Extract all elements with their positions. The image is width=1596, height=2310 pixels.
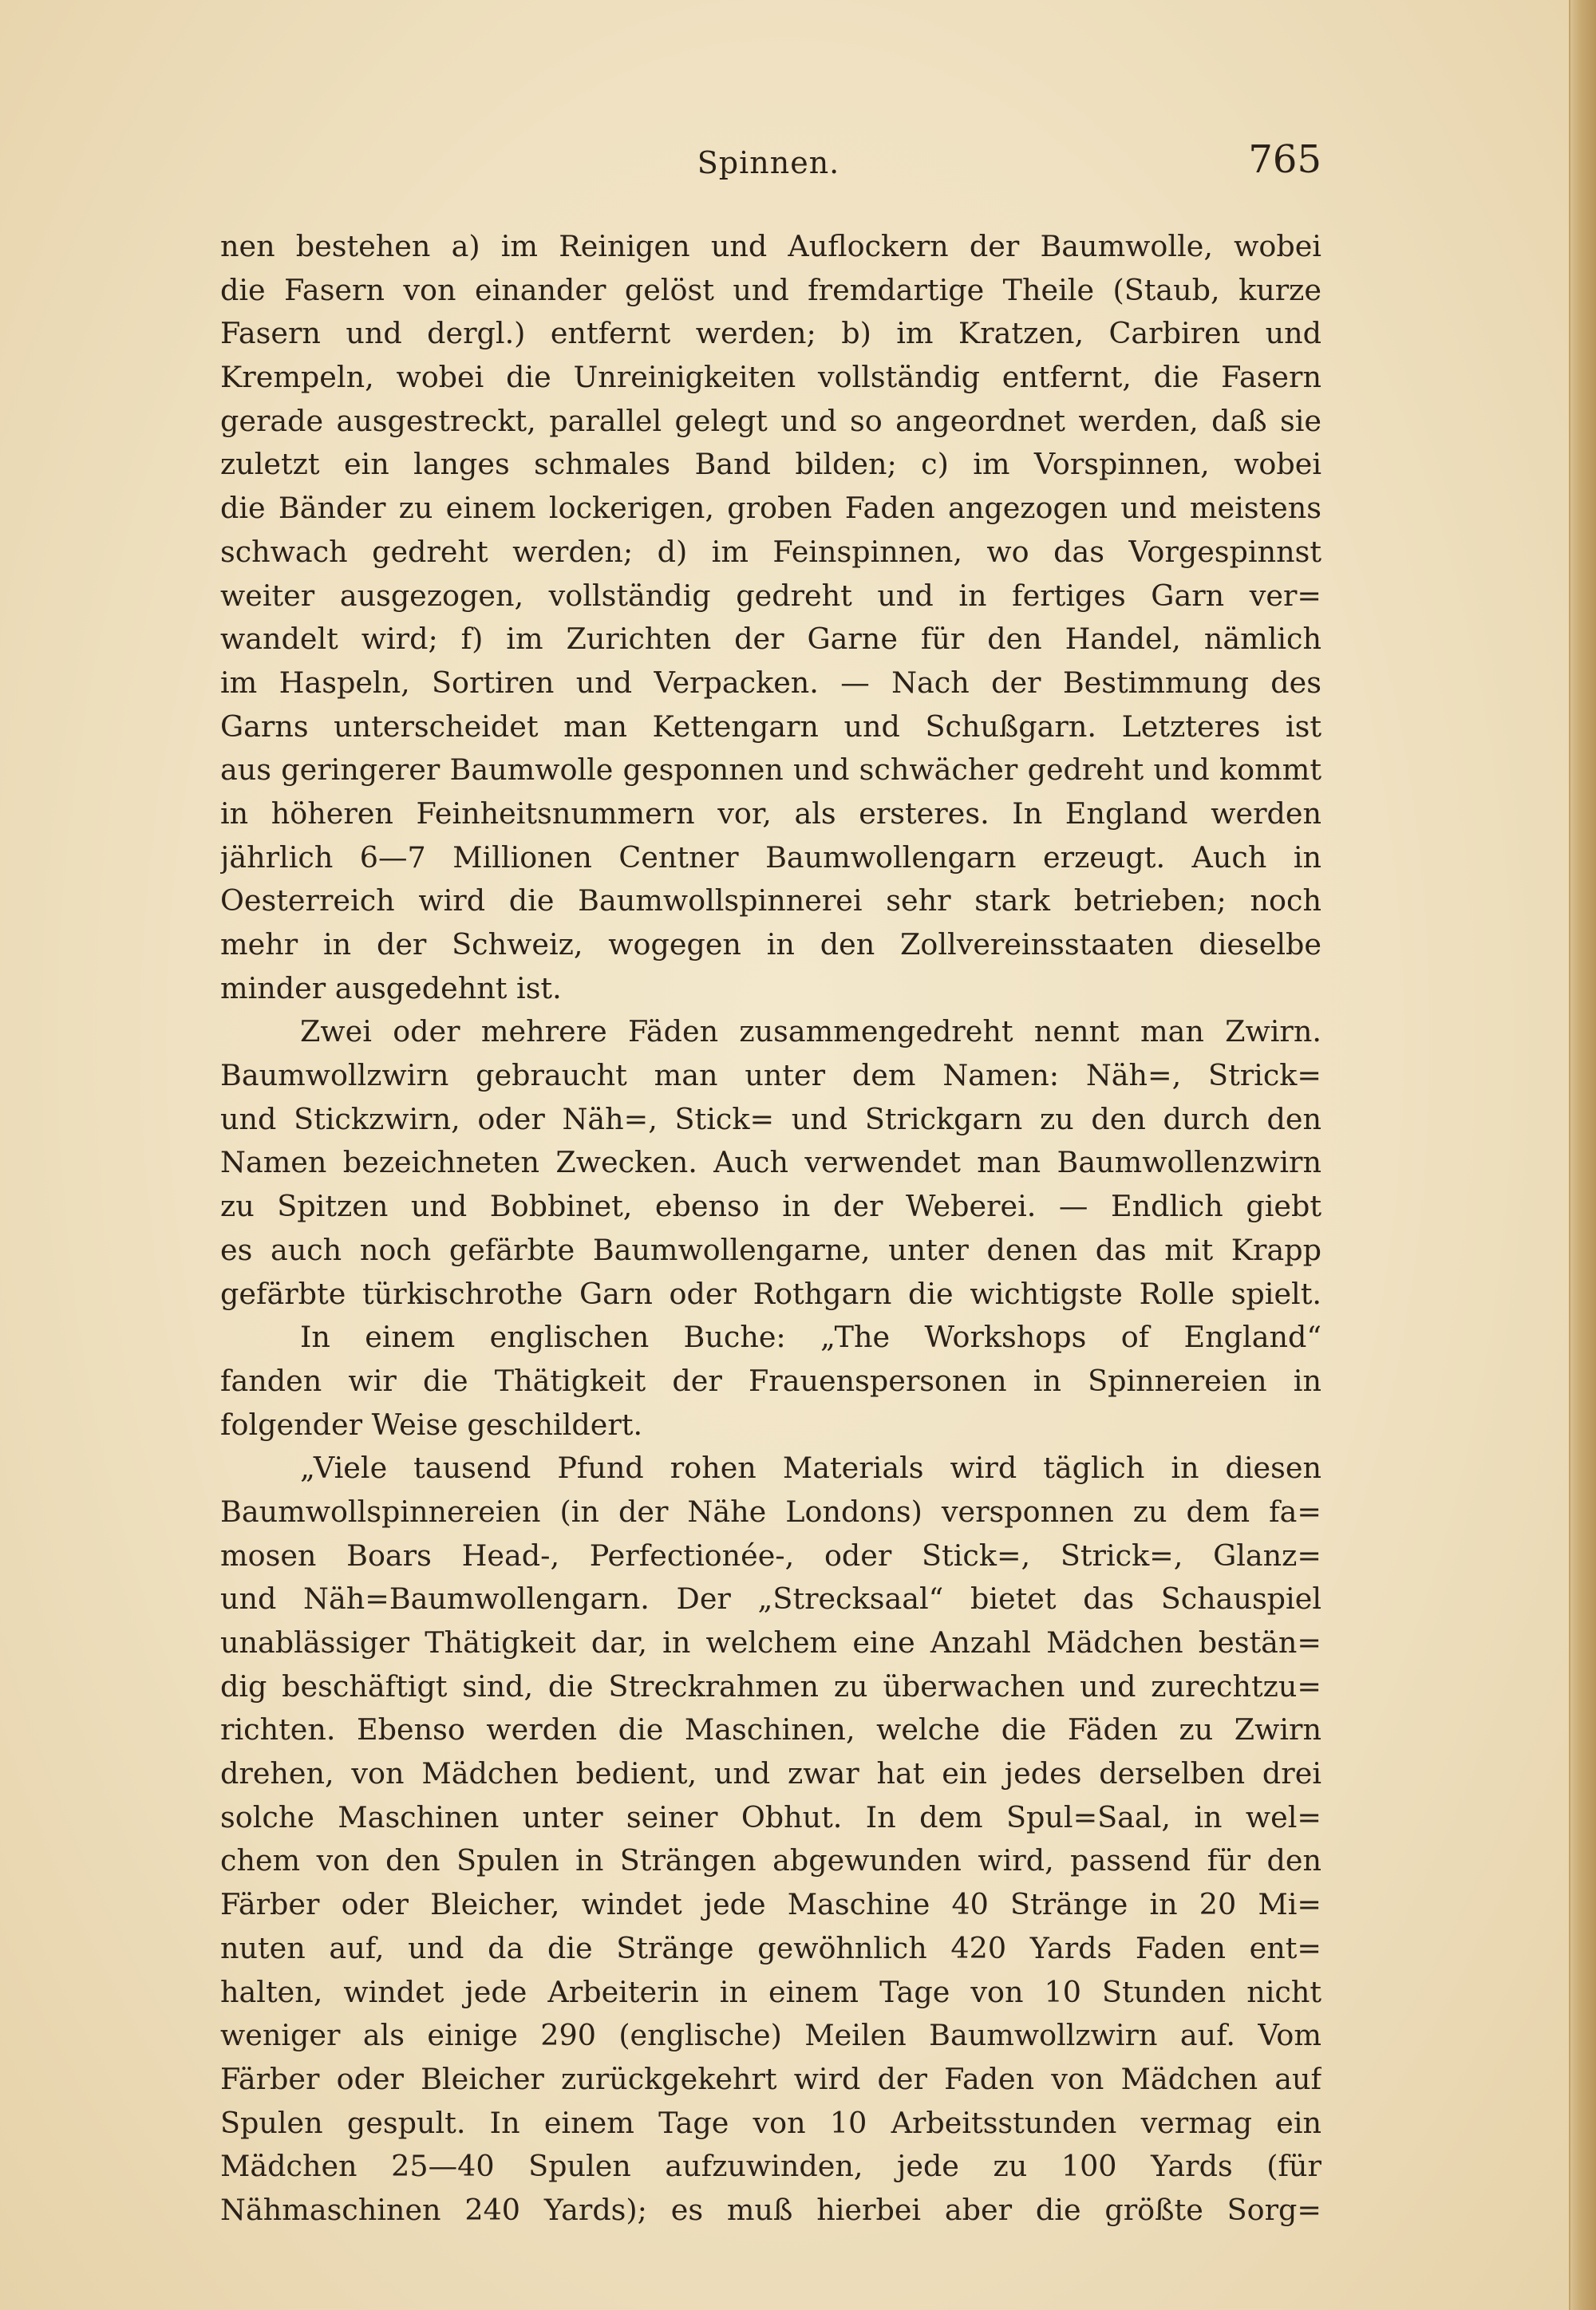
- text-line: drehen, von Mädchen bedient, und zwar hat ein jedes derselben drei: [220, 1756, 1321, 1791]
- text-line: zuletzt ein langes schmales Band bilden; c) im Vorspinnen, wobei: [220, 447, 1321, 482]
- text-line: Krempeln, wobei die Unreinigkeiten vollständig entfernt, die Fasern: [220, 360, 1321, 395]
- text-line: Baumwollzwirn gebraucht man unter dem Namen: Näh=, Strick=: [220, 1058, 1321, 1093]
- text-line: unablässiger Thätigkeit dar, in welchem eine Anzahl Mädchen bestän=: [220, 1625, 1321, 1660]
- text-line: die Fasern von einander gelöst und fremdartige Theile (Staub, kurze: [220, 272, 1321, 307]
- text-line: chem von den Spulen in Strängen abgewunden wird, passend für den: [220, 1843, 1321, 1878]
- text-line: In einem englischen Buche: „The Workshops of England“: [300, 1320, 1321, 1355]
- text-line: weniger als einige 290 (englische) Meilen Baumwollzwirn auf. Vom: [220, 2018, 1321, 2053]
- text-line: die Bänder zu einem lockerigen, groben Faden angezogen und meistens: [220, 491, 1321, 526]
- text-line: und Stickzwirn, oder Näh=, Stick= und Strickgarn zu den durch den: [220, 1101, 1321, 1136]
- text-line: halten, windet jede Arbeiterin in einem Tage von 10 Stunden nicht: [220, 1974, 1321, 2009]
- text-line: und Näh=Baumwollengarn. Der „Strecksaal“ bietet das Schauspiel: [220, 1581, 1321, 1617]
- text-line: Zwei oder mehrere Fäden zusammengedreht nennt man Zwirn.: [300, 1014, 1321, 1049]
- text-line: schwach gedreht werden; d) im Feinspinnen, wo das Vorgespinnst: [220, 534, 1321, 569]
- text-line: minder ausgedehnt ist.: [220, 970, 562, 1005]
- text-line: es auch noch gefärbte Baumwollengarne, unter denen das mit Krapp: [220, 1232, 1321, 1267]
- text-line: fanden wir die Thätigkeit der Frauenspersonen in Spinnereien in: [220, 1363, 1321, 1398]
- text-line: aus geringerer Baumwolle gesponnen und schwächer gedreht und kommt: [220, 752, 1321, 788]
- text-line: Oesterreich wird die Baumwollspinnerei sehr stark betrieben; noch: [220, 883, 1321, 918]
- page-header: [215, 134, 1321, 190]
- text-line: Nähmaschinen 240 Yards); es muß hierbei aber die größte Sorg=: [220, 2192, 1321, 2227]
- text-line: zu Spitzen und Bobbinet, ebenso in der Weberei. — Endlich giebt: [220, 1189, 1321, 1224]
- text-line: Baumwollspinnereien (in der Nähe Londons) versponnen zu dem fa=: [220, 1494, 1321, 1529]
- text-line: Spulen gespult. In einem Tage von 10 Arbeitsstunden vermag ein: [220, 2105, 1321, 2140]
- text-line: Färber oder Bleicher zurückgekehrt wird der Faden von Mädchen auf: [220, 2061, 1321, 2096]
- text-line: Mädchen 25—40 Spulen aufzuwinden, jede zu 100 Yards (für: [220, 2149, 1321, 2184]
- text-line: Färber oder Bleicher, windet jede Maschine 40 Stränge in 20 Mi=: [220, 1887, 1321, 1922]
- text-line: jährlich 6—7 Millionen Centner Baumwollengarn erzeugt. Auch in: [220, 839, 1321, 875]
- page-edge: [1569, 0, 1596, 2310]
- text-line: mehr in der Schweiz, wogegen in den Zollvereinsstaaten dieselbe: [220, 927, 1321, 962]
- text-line: folgender Weise geschildert.: [220, 1407, 643, 1442]
- text-line: „Viele tausend Pfund rohen Materials wird täglich in diesen: [300, 1451, 1321, 1486]
- text-line: Fasern und dergl.) entfernt werden; b) im Kratzen, Carbiren und: [220, 316, 1321, 351]
- text-line: in höheren Feinheitsnummern vor, als ersteres. In England werden: [220, 796, 1321, 831]
- running-head: Spinnen.: [697, 145, 840, 180]
- text-line: wandelt wird; f) im Zurichten der Garne für den Handel, nämlich: [220, 622, 1321, 657]
- text-line: solche Maschinen unter seiner Obhut. In dem Spul=Saal, in wel=: [220, 1799, 1321, 1834]
- text-line: dig beschäftigt sind, die Streckrahmen zu überwachen und zurechtzu=: [220, 1668, 1321, 1704]
- page-number: 765: [1248, 137, 1321, 182]
- text-line: nen bestehen a) im Reinigen und Auflockern der Baumwolle, wobei: [220, 229, 1321, 263]
- text-line: richten. Ebenso werden die Maschinen, welche die Fäden zu Zwirn: [220, 1712, 1321, 1747]
- text-line: nuten auf, und da die Stränge gewöhnlich 420 Yards Faden ent=: [220, 1930, 1321, 1965]
- text-line: Garns unterscheidet man Kettengarn und Schußgarn. Letzteres ist: [220, 709, 1321, 744]
- body-text: [220, 225, 1321, 2233]
- text-line: weiter ausgezogen, vollständig gedreht und in fertiges Garn ver=: [220, 578, 1321, 613]
- text-line: gefärbte türkischrothe Garn oder Rothgarn die wichtigste Rolle spielt.: [220, 1276, 1321, 1311]
- text-line: mosen Boars Head-, Perfectionée-, oder Stick=, Strick=, Glanz=: [220, 1538, 1321, 1573]
- text-line: gerade ausgestreckt, parallel gelegt und so angeordnet werden, daß sie: [220, 403, 1321, 438]
- text-line: Namen bezeichneten Zwecken. Auch verwendet man Baumwollenzwirn: [220, 1145, 1321, 1180]
- text-line: im Haspeln, Sortiren und Verpacken. — Nach der Bestimmung des: [220, 665, 1321, 700]
